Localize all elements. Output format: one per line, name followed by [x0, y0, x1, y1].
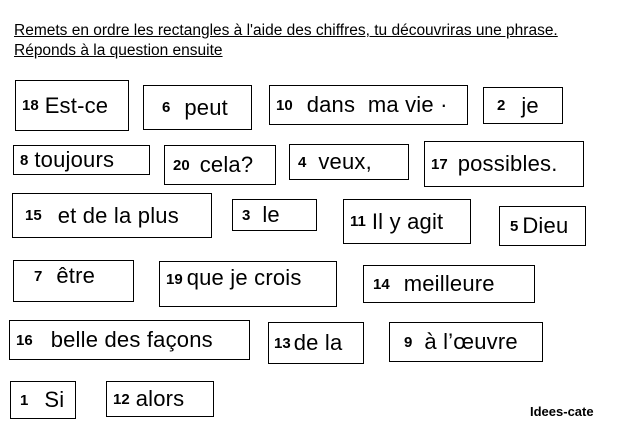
instruction-line-1: Remets en ordre les rectangles à l'aide des chiffres, tu découvriras une phrase.: [14, 22, 558, 39]
card-text: à l’œuvre: [424, 329, 518, 354]
card-number: 17: [431, 155, 448, 173]
word-card[interactable]: [164, 145, 276, 185]
card-number: 5: [510, 217, 519, 235]
word-card[interactable]: [483, 87, 563, 124]
card-number: 18: [22, 97, 39, 114]
card-number: 8: [20, 151, 29, 169]
word-card[interactable]: [159, 261, 337, 307]
word-card[interactable]: [12, 193, 212, 238]
card-text: alors: [135, 386, 185, 411]
card-text: possibles.: [457, 151, 558, 176]
card-text: cela?: [199, 152, 254, 177]
card-number: 16: [16, 331, 33, 349]
word-card[interactable]: [9, 320, 250, 360]
card-number: 11: [350, 213, 366, 230]
card-text: toujours: [34, 147, 115, 172]
card-text: et de la plus: [57, 202, 179, 228]
card-number: 4: [298, 153, 307, 171]
card-number: 2: [497, 97, 506, 114]
word-card[interactable]: [269, 85, 468, 125]
card-text: être: [56, 263, 96, 288]
card-text: Si: [44, 387, 65, 412]
card-text: que je crois: [186, 265, 302, 290]
instruction-line-2: Réponds à la question ensuite: [14, 42, 223, 59]
card-number: 12: [113, 390, 130, 408]
card-number: 10: [276, 96, 293, 114]
card-text: veux,: [318, 149, 372, 174]
word-card[interactable]: [15, 80, 129, 131]
card-text: meilleure: [403, 271, 495, 296]
word-card[interactable]: [106, 381, 214, 417]
word-card[interactable]: [343, 199, 471, 244]
card-text: belle des façons: [50, 327, 213, 352]
card-number: 7: [34, 268, 43, 285]
card-text: de la: [293, 330, 343, 355]
card-number: 19: [166, 271, 183, 288]
word-card[interactable]: [10, 381, 76, 419]
brand-label: Idees-cate: [530, 404, 594, 419]
card-number: 1: [20, 391, 29, 409]
instructions: [14, 21, 620, 61]
word-card[interactable]: [424, 141, 584, 187]
word-card[interactable]: [13, 145, 150, 175]
card-text: dans ma vie ·: [306, 92, 448, 117]
card-number: 14: [373, 275, 390, 293]
word-card[interactable]: [143, 85, 252, 130]
card-text: peut: [184, 94, 228, 120]
card-text: Il y agit: [371, 208, 444, 234]
word-card[interactable]: [389, 322, 543, 362]
card-number: 6: [162, 99, 171, 116]
card-text: le: [262, 202, 280, 227]
word-card[interactable]: [363, 265, 535, 303]
card-number: 3: [242, 206, 251, 224]
card-number: 20: [173, 156, 190, 174]
card-number: 15: [25, 207, 42, 224]
word-card[interactable]: [289, 144, 409, 180]
card-text: Dieu: [522, 213, 569, 238]
word-card[interactable]: [268, 322, 364, 364]
card-text: je: [521, 92, 539, 118]
word-card[interactable]: [13, 260, 134, 302]
word-card[interactable]: [499, 206, 586, 246]
card-number: 9: [404, 333, 413, 351]
card-number: 13: [274, 334, 291, 352]
card-text: Est-ce: [44, 92, 109, 118]
word-card[interactable]: [232, 199, 317, 231]
